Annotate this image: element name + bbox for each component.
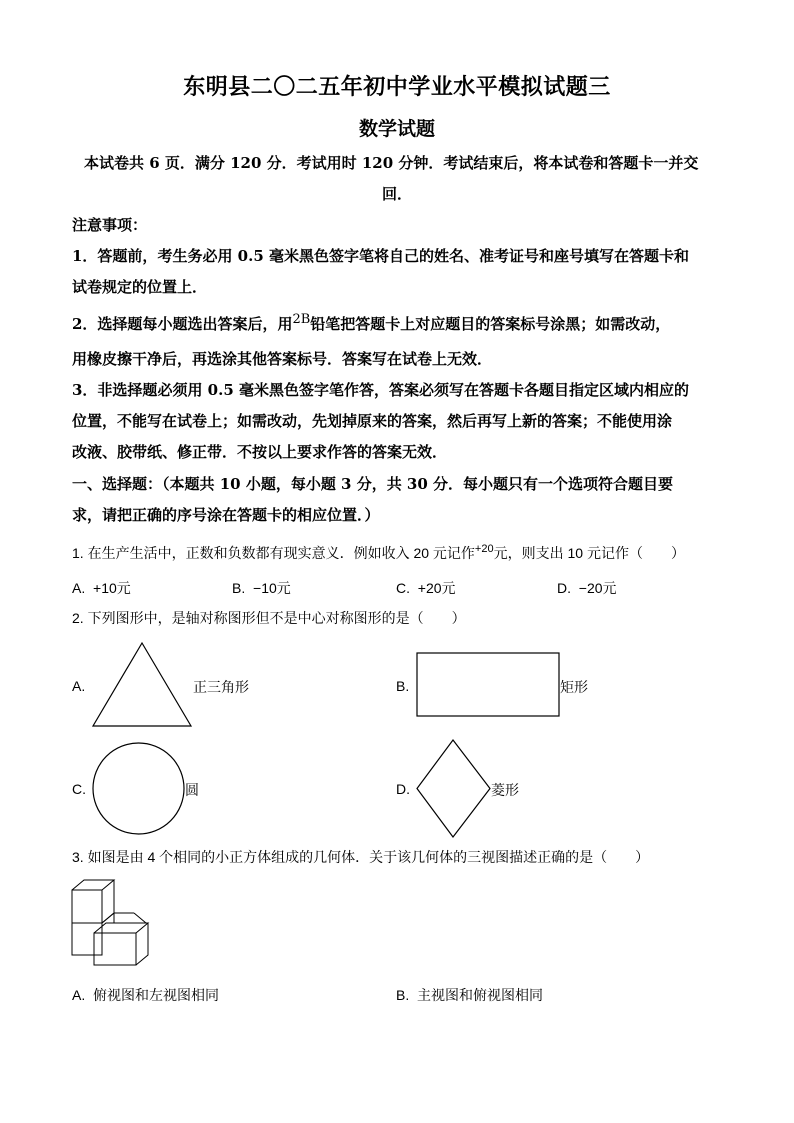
- q1-option-c[interactable]: [396, 578, 456, 598]
- q2-option-a-label: 正三角形: [193, 679, 249, 695]
- q3-option-a[interactable]: [72, 985, 219, 1005]
- q2-option-c-letter[interactable]: C.: [72, 781, 86, 797]
- q2-option-c-label: 圆: [185, 782, 199, 798]
- note-3-line-2: 位置，不能写在试卷上；如需改动，先划掉原来的答案，然后再写上新的答案；不能使用涂: [72, 412, 673, 430]
- q3-option-b-letter: B.: [396, 987, 410, 1003]
- q2-option-b-letter[interactable]: B.: [396, 678, 410, 694]
- note-2-text-a: 2．选择题每小题选出答案后，用: [72, 315, 293, 333]
- q1-option-a-letter: A.: [72, 580, 86, 596]
- q1-stem-b: 元，则支出 10 元记作（ ）: [493, 545, 685, 561]
- section-1-line-1: 一、选择题：（本题共 10 小题，每小题 3 分，共 30 分．每小题只有一个选项符合题目要: [72, 475, 674, 493]
- q1-option-a[interactable]: [72, 578, 131, 598]
- note-2-text-b: 铅笔把答题卡上对应题目的答案标号涂黑；如需改动，: [310, 315, 671, 333]
- q3-option-b-text: 主视图和俯视图相同: [417, 987, 544, 1003]
- q1-option-d-letter: D.: [557, 580, 571, 596]
- triangle-figure: [92, 642, 192, 728]
- q3-option-a-text: 俯视图和左视图相同: [93, 987, 220, 1003]
- section-1-line-2: 求，请把正确的序号涂在答题卡的相应位置．）: [72, 506, 380, 524]
- q1-option-d[interactable]: [557, 578, 617, 598]
- note-1-line-1: 1．答题前，考生务必用 0.5 毫米黑色签字笔将自己的姓名、准考证号和座号填写在答题卡和: [72, 247, 689, 265]
- q1-option-c-text: +20元: [417, 580, 456, 596]
- exam-title: 东明县二〇二五年初中学业水平模拟试题三: [183, 74, 611, 100]
- intro-line-2: 回．: [381, 185, 412, 203]
- q3-option-b[interactable]: [396, 985, 543, 1005]
- circle-figure: [92, 742, 186, 836]
- q1-option-b-text: −10元: [253, 580, 291, 596]
- q2-option-a-letter[interactable]: A.: [72, 678, 86, 694]
- question-3-stem: 3. 如图是由 4 个相同的小正方体组成的几何体．关于该几何体的三视图描述正确的是（ ）: [72, 849, 650, 865]
- question-2-stem: 2. 下列图形中，是轴对称图形但不是中心对称图形的是（ ）: [72, 610, 466, 626]
- notes-heading: 注意事项：: [72, 216, 148, 234]
- note-3-line-3: 改液、胶带纸、修正带．不按以上要求作答的答案无效．: [72, 443, 448, 461]
- q1-option-a-text: +10元: [93, 580, 131, 596]
- q1-stem-a: 1. 在生产生活中，正数和负数都有现实意义．例如收入 20 元记作: [72, 545, 475, 561]
- q1-stem-sup: +20: [474, 543, 494, 555]
- q2-option-d-letter[interactable]: D.: [396, 781, 410, 797]
- q2-option-d-label: 菱形: [491, 782, 519, 798]
- q3-option-a-letter: A.: [72, 987, 86, 1003]
- cube-solid-figure: [70, 878, 152, 968]
- q1-option-b-letter: B.: [232, 580, 246, 596]
- note-3-line-1: 3．非选择题必须用 0.5 毫米黑色签字笔作答，答案必须写在答题卡各题目指定区域内相应的: [72, 381, 689, 399]
- note-2-line-1: [72, 313, 670, 334]
- question-1-stem: [72, 543, 685, 563]
- note-1-line-2: 试卷规定的位置上．: [72, 278, 208, 296]
- note-2-line-2: 用橡皮擦干净后，再选涂其他答案标号．答案写在试卷上无效．: [72, 350, 493, 368]
- q1-option-b[interactable]: [232, 578, 291, 598]
- q2-option-b-label: 矩形: [560, 679, 588, 695]
- exam-subtitle: 数学试题: [358, 118, 435, 140]
- rhombus-figure: [416, 739, 492, 839]
- rectangle-figure: [416, 652, 561, 718]
- q1-option-d-text: −20元: [578, 580, 617, 596]
- q1-option-c-letter: C.: [396, 580, 410, 596]
- intro-line-1: 本试卷共 6 页．满分 120 分．考试用时 120 分钟．考试结束后，将本试卷和答题卡一并交: [84, 154, 699, 172]
- note-2-pencil-grade: 2B: [292, 312, 311, 327]
